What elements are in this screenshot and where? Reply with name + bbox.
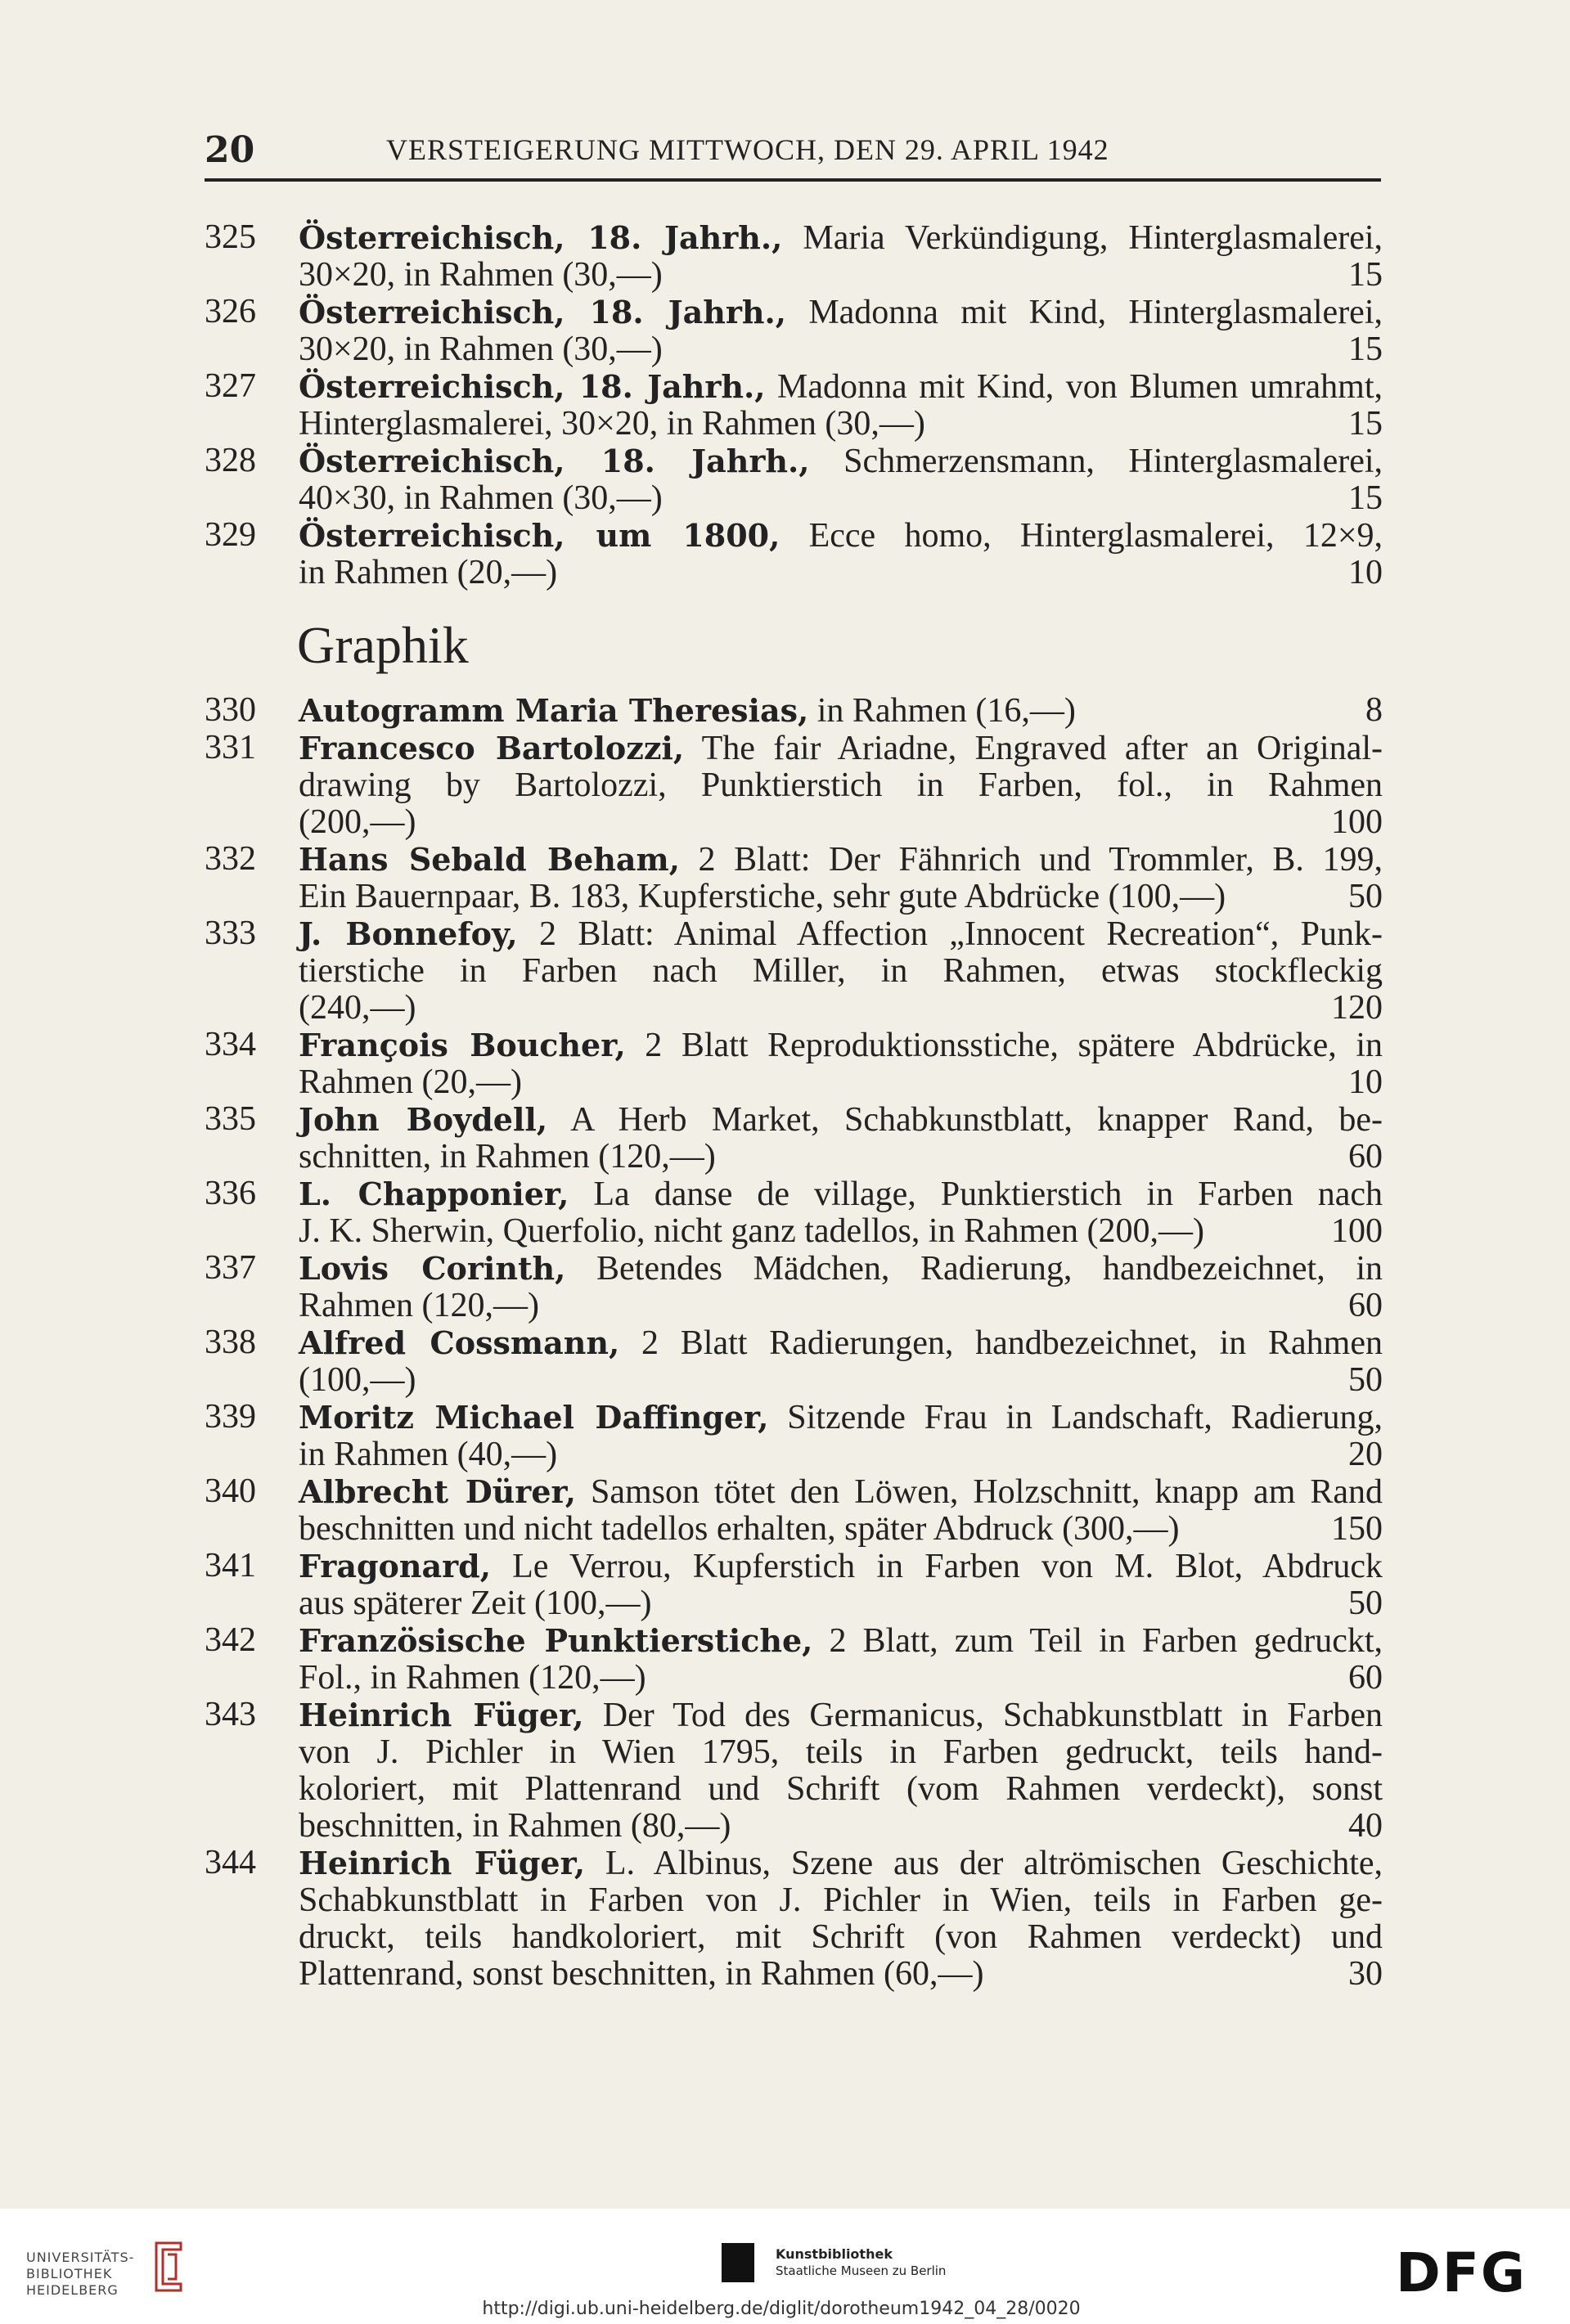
catalog-entry: [205, 915, 1383, 1027]
lot-number: 342: [205, 1621, 256, 1659]
lot-price: 100: [1331, 1212, 1383, 1250]
entry-description: Hinterglasmalerei, 30×20, in Rahmen (30,—): [299, 405, 925, 443]
entry-description: 2 Blatt: Animal Affection „Innocent Recreation“, Punk-: [539, 915, 1383, 953]
entry-description: 30×20, in Rahmen (30,—): [299, 330, 663, 368]
catalog-entry: [205, 730, 1383, 841]
entry-text: [299, 368, 1383, 443]
lot-price: 10: [1348, 1063, 1383, 1101]
lot-number: 337: [205, 1249, 256, 1287]
entry-line: [299, 517, 1383, 555]
running-title: VERSTEIGERUNG MITTWOCH, DEN 29. APRIL 1942: [386, 133, 1109, 166]
catalog-entry: [205, 517, 1383, 591]
entry-description: in Rahmen (16,—): [816, 692, 1076, 730]
entry-description: (200,—): [299, 803, 416, 841]
entry-line: [299, 1064, 1383, 1101]
entry-text: [299, 1548, 1383, 1622]
lot-price: 60: [1348, 1659, 1383, 1697]
kb-subtitle: Staatliche Museen zu Berlin: [776, 2263, 947, 2278]
entry-description: druckt, teils handkoloriert, mit Schrift (von Rahmen verdeckt) und: [299, 1918, 1383, 1956]
entry-line: [299, 555, 1383, 591]
catalog-entry: [205, 1324, 1383, 1399]
lot-price: 8: [1365, 691, 1383, 729]
entry-description: 40×30, in Rahmen (30,—): [299, 479, 663, 517]
entry-line: [299, 331, 1383, 368]
artist-name: François Boucher,: [299, 1027, 626, 1063]
catalog-entry: [205, 692, 1383, 730]
artist-name: J. Bonnefoy,: [299, 915, 518, 952]
artist-name: Heinrich Füger,: [299, 1845, 586, 1881]
lot-number: 326: [205, 293, 256, 330]
lot-number: 333: [205, 915, 256, 952]
artist-name: L. Chapponier,: [299, 1175, 569, 1212]
entry-line: [299, 1622, 1383, 1660]
artist-name: John Boydell,: [299, 1101, 548, 1138]
entry-description: Schmerzensmann, Hinterglasmalerei,: [843, 443, 1383, 480]
entry-text: [299, 841, 1383, 915]
entry-description: Rahmen (20,—): [299, 1063, 522, 1101]
entry-line: [299, 1399, 1383, 1436]
catalog-entry: [205, 443, 1383, 517]
entry-line: [299, 219, 1383, 257]
entry-description: 2 Blatt, zum Teil in Farben gedruckt,: [829, 1622, 1383, 1660]
entry-line: [299, 1288, 1383, 1324]
catalog-entry: [205, 1175, 1383, 1250]
artist-name: Autogramm Maria Theresias,: [299, 692, 809, 729]
entry-line: [299, 1697, 1383, 1734]
entry-line: [299, 953, 1383, 990]
entry-description: Ein Bauernpaar, B. 183, Kupferstiche, sehr gute Abdrücke (100,—): [299, 878, 1226, 915]
entry-line: [299, 879, 1383, 915]
artist-name: Österreichisch, 18. Jahrh.,: [299, 294, 786, 330]
entry-line: [299, 294, 1383, 331]
entry-line: [299, 406, 1383, 443]
entry-description: koloriert, mit Plattenrand und Schrift (vom Rahmen verdeckt), sonst: [299, 1770, 1383, 1808]
lot-number: 344: [205, 1844, 256, 1881]
lot-number: 341: [205, 1547, 256, 1585]
artist-name: Österreichisch, 18. Jahrh.,: [299, 219, 783, 256]
artist-name: Französische Punktierstiche,: [299, 1622, 813, 1659]
artist-name: Hans Sebald Beham,: [299, 841, 680, 878]
lot-price: 15: [1348, 479, 1383, 517]
entry-description: Madonna mit Kind, Hinterglasmalerei,: [808, 294, 1383, 331]
entry-description: Rahmen (120,—): [299, 1287, 539, 1324]
entry-line: [299, 804, 1383, 841]
entry-description: 30×20, in Rahmen (30,—): [299, 256, 663, 294]
entry-description: beschnitten, in Rahmen (80,—): [299, 1807, 731, 1845]
entry-description: in Rahmen (40,—): [299, 1436, 558, 1473]
entry-text: [299, 1845, 1383, 1993]
entry-text: [299, 1473, 1383, 1548]
entry-text: [299, 294, 1383, 368]
artist-name: Francesco Bartolozzi,: [299, 730, 685, 766]
entry-description: Le Verrou, Kupferstich in Farben von M. Blot, Abdruck: [512, 1548, 1383, 1585]
entry-line: [299, 1101, 1383, 1139]
entry-description: Fol., in Rahmen (120,—): [299, 1659, 646, 1697]
lot-number: 325: [205, 218, 256, 256]
entry-description: Der Tod des Germanicus, Schabkunstblatt in Farben: [602, 1697, 1383, 1734]
kb-title: Kunstbibliothek: [776, 2246, 893, 2262]
lot-price: 60: [1348, 1287, 1383, 1324]
entry-description: Plattenrand, sonst beschnitten, in Rahmen (60,—): [299, 1955, 984, 1993]
entry-text: [299, 1399, 1383, 1473]
entry-description: Madonna mit Kind, von Blumen umrahmt,: [777, 368, 1383, 406]
entry-description: schnitten, in Rahmen (120,—): [299, 1138, 716, 1175]
artist-name: Österreichisch, 18. Jahrh.,: [299, 368, 766, 405]
lot-number: 339: [205, 1398, 256, 1436]
catalog-entry: [205, 1027, 1383, 1101]
lot-number: 328: [205, 442, 256, 479]
catalog-entry: [205, 841, 1383, 915]
entry-line: [299, 1175, 1383, 1213]
artist-name: Alfred Cossmann,: [299, 1324, 620, 1361]
entry-line: [299, 480, 1383, 517]
lot-number: 329: [205, 516, 256, 554]
uni-emblem-icon: [151, 2238, 186, 2295]
page-number: 20: [205, 129, 255, 171]
entry-text: [299, 443, 1383, 517]
entry-description: 2 Blatt Radierungen, handbezeichnet, in Rahmen: [641, 1324, 1383, 1362]
entry-text: [299, 1622, 1383, 1697]
entry-text: [299, 1175, 1383, 1250]
entry-line: [299, 1324, 1383, 1362]
entry-line: [299, 1027, 1383, 1064]
artist-name: Moritz Michael Daffinger,: [299, 1399, 769, 1436]
lot-price: 120: [1331, 989, 1383, 1027]
catalog-entry: [205, 1622, 1383, 1697]
uni-logo-line: BIBLIOTHEK: [26, 2266, 113, 2281]
catalog-entry: [205, 1697, 1383, 1845]
entry-line: [299, 730, 1383, 767]
entry-line: [299, 1213, 1383, 1250]
entry-text: [299, 1324, 1383, 1399]
artist-name: Fragonard,: [299, 1548, 491, 1585]
kunstbibliothek-logo-icon: [722, 2243, 754, 2282]
entry-description: Maria Verkündigung, Hinterglasmalerei,: [803, 219, 1383, 257]
entry-line: [299, 1585, 1383, 1622]
entry-line: [299, 915, 1383, 953]
page-header: [205, 129, 1381, 182]
lot-number: 334: [205, 1026, 256, 1063]
catalog-entry: [205, 1473, 1383, 1548]
entry-line-text: [299, 692, 1076, 730]
entry-line: [299, 1845, 1383, 1882]
entry-line: [299, 841, 1383, 879]
entry-description: Sitzende Frau in Landschaft, Radierung,: [787, 1399, 1383, 1436]
lot-price: 50: [1348, 1585, 1383, 1622]
entry-description: tierstiche in Farben nach Miller, in Rahmen, etwas stockfleckig: [299, 952, 1383, 990]
entry-description: aus späterer Zeit (100,—): [299, 1585, 652, 1622]
lot-price: 20: [1348, 1436, 1383, 1473]
artist-name: Albrecht Dürer,: [299, 1473, 576, 1510]
catalog-entry: [205, 1250, 1383, 1324]
entry-text: [299, 1250, 1383, 1324]
entry-description: (240,—): [299, 989, 416, 1027]
dfg-logo[interactable]: DFG: [1396, 2241, 1527, 2304]
section-heading: Graphik: [297, 616, 469, 674]
lot-price: 15: [1348, 405, 1383, 443]
entry-line: [299, 1139, 1383, 1175]
entry-description: La danse de village, Punktierstich in Farben nach: [593, 1175, 1383, 1213]
catalog-entry: [205, 219, 1383, 294]
entry-text: [299, 517, 1383, 591]
uni-logo-line: HEIDELBERG: [26, 2282, 119, 2298]
lot-number: 340: [205, 1472, 256, 1510]
entry-line: [299, 1660, 1383, 1697]
lot-number: 332: [205, 840, 256, 878]
lot-price: 50: [1348, 878, 1383, 915]
entry-description: beschnitten und nicht tadellos erhalten, später Abdruck (300,—): [299, 1510, 1180, 1548]
lot-price: 15: [1348, 256, 1383, 294]
entries-graphik: [205, 692, 1383, 1993]
catalog-entry: [205, 1399, 1383, 1473]
lot-price: 50: [1348, 1361, 1383, 1399]
catalog-entry: [205, 1101, 1383, 1175]
entry-text: [299, 1027, 1383, 1101]
entries-top: [205, 219, 1383, 591]
lot-price: 10: [1348, 554, 1383, 591]
entry-text: [299, 1101, 1383, 1175]
entry-line: [299, 1473, 1383, 1511]
artist-name: Heinrich Füger,: [299, 1697, 584, 1733]
entry-line: [299, 368, 1383, 406]
entry-description: in Rahmen (20,—): [299, 554, 558, 591]
lot-price: 100: [1331, 803, 1383, 841]
entry-description: Ecce homo, Hinterglasmalerei, 12×9,: [808, 517, 1383, 555]
catalog-entry: [205, 368, 1383, 443]
artist-name: Österreichisch, 18. Jahrh.,: [299, 443, 810, 479]
entry-description: 2 Blatt: Der Fähnrich und Trommler, B. 199,: [698, 841, 1383, 879]
entry-description: A Herb Market, Schabkunstblatt, knapper Rand, be-: [570, 1101, 1383, 1139]
lot-price: 150: [1331, 1510, 1383, 1548]
entry-description: 2 Blatt Reproduktionsstiche, spätere Abdrücke, in: [645, 1027, 1383, 1064]
entry-description: Schabkunstblatt in Farben von J. Pichler in Wien, teils in Farben ge-: [299, 1881, 1383, 1919]
artist-name: Österreichisch, um 1800,: [299, 517, 781, 554]
catalog-entry: [205, 1845, 1383, 1993]
entry-description: drawing by Bartolozzi, Punktierstich in Farben, fol., in Rahmen: [299, 766, 1383, 804]
entry-text: [299, 1697, 1383, 1845]
entry-line: [299, 1548, 1383, 1585]
entry-line: [299, 443, 1383, 480]
lot-number: 336: [205, 1175, 256, 1212]
entry-line: [299, 767, 1383, 804]
entry-description: The fair Ariadne, Engraved after an Original-: [701, 730, 1383, 767]
lot-number: 338: [205, 1324, 256, 1361]
entry-text: [299, 915, 1383, 1027]
lot-price: 15: [1348, 330, 1383, 368]
entry-text: [299, 219, 1383, 294]
catalog-entry: [205, 1548, 1383, 1622]
entry-line: [299, 1734, 1383, 1771]
entry-description: von J. Pichler in Wien 1795, teils in Farben gedruckt, teils hand-: [299, 1733, 1383, 1771]
footer-bar: [0, 2209, 1570, 2324]
entry-description: (100,—): [299, 1361, 416, 1399]
lot-number: 343: [205, 1696, 256, 1733]
entry-line: [299, 257, 1383, 294]
uni-logo-line: UNIVERSITÄTS-: [26, 2250, 135, 2265]
entry-line: [299, 1882, 1383, 1919]
entry-line: [299, 1771, 1383, 1808]
lot-price: 30: [1348, 1955, 1383, 1993]
catalog-entry: [205, 294, 1383, 368]
entry-description: L. Albinus, Szene aus der altrömischen Geschichte,: [605, 1845, 1383, 1882]
lot-number: 327: [205, 367, 256, 405]
lot-number: 331: [205, 729, 256, 766]
artist-name: Lovis Corinth,: [299, 1250, 566, 1287]
entry-line: [299, 1808, 1383, 1845]
lot-price: 60: [1348, 1138, 1383, 1175]
kunstbibliothek-label[interactable]: [776, 2246, 946, 2279]
entry-line: [299, 1511, 1383, 1548]
entry-line: [299, 1956, 1383, 1993]
entry-line: [299, 1919, 1383, 1956]
entry-line: [299, 692, 1383, 730]
lot-price: 40: [1348, 1807, 1383, 1845]
entry-line: [299, 1436, 1383, 1473]
lot-number: 330: [205, 691, 256, 729]
entry-description: J. K. Sherwin, Querfolio, nicht ganz tadellos, in Rahmen (200,—): [299, 1212, 1204, 1250]
entry-line: [299, 1362, 1383, 1399]
entry-description: Samson tötet den Löwen, Holzschnitt, knapp am Rand: [590, 1473, 1383, 1511]
lot-number: 335: [205, 1100, 256, 1138]
entry-line: [299, 990, 1383, 1027]
university-library-logo[interactable]: [26, 2250, 134, 2299]
entry-description: Betendes Mädchen, Radierung, handbezeichnet, in: [596, 1250, 1383, 1288]
entry-line: [299, 1250, 1383, 1288]
permalink-url[interactable]: http://digi.ub.uni-heidelberg.de/diglit/dorotheum1942_04_28/0020: [482, 2299, 1081, 2319]
entry-text: [299, 692, 1383, 730]
entry-text: [299, 730, 1383, 841]
